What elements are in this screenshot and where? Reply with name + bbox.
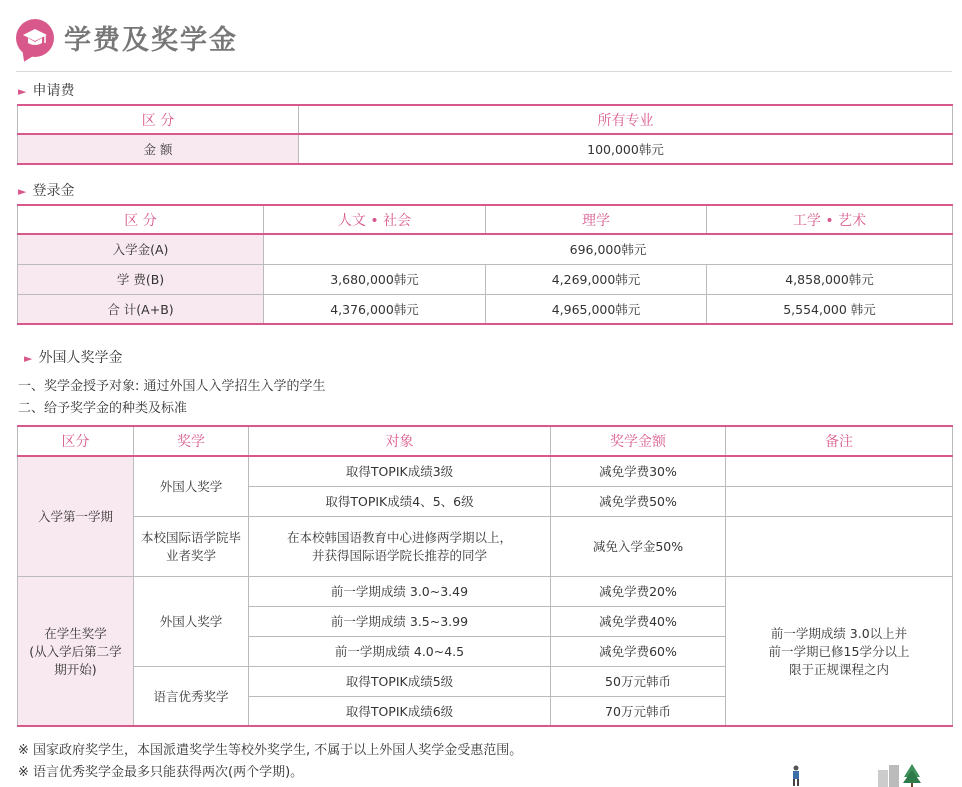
name-line: 业者奖学 — [165, 548, 216, 563]
row-label: 学 费(B) — [18, 264, 264, 294]
target-cell: 取得TOPIK成绩5级 — [249, 666, 551, 696]
group-label-line: 期开始) — [54, 661, 97, 677]
person-figure-icon — [788, 765, 804, 787]
target-cell — [249, 516, 551, 576]
amount-cell: 70万元韩币 — [551, 696, 726, 726]
amount-cell: 减免学费40% — [551, 606, 726, 636]
remark-cell — [726, 486, 953, 516]
page-header — [16, 18, 238, 57]
app-fee-table — [17, 104, 953, 165]
target-line: 并获得国际语学院长推荐的同学 — [311, 548, 487, 563]
triangle-bullet-icon: ► — [18, 85, 27, 98]
col-header: 奖学金额 — [551, 426, 726, 456]
scholarship-line2: 二、给予奖学金的种类及标准 — [18, 401, 188, 416]
section-heading-label: 申请费 — [32, 83, 75, 99]
cell-value: 4,858,000韩元 — [707, 264, 953, 294]
amount-cell: 减免学费20% — [551, 576, 726, 606]
scholarship-name: 语言优秀奖学 — [134, 666, 249, 726]
section-heading-label: 登录金 — [32, 183, 75, 199]
remark-line: 前一学期已修15学分以上 — [768, 643, 910, 659]
footnote: ※ 语言优秀奖学金最多只能获得两次(两个学期)。 — [18, 765, 304, 780]
row-label: 合 计(A+B) — [18, 294, 264, 324]
section-heading-scholarship — [24, 347, 122, 367]
amount-cell: 减免入学金50% — [551, 516, 726, 576]
footnote: ※ 国家政府奖学生，本国派遣奖学生等校外奖学生, 不属于以上外国人奖学金受惠范围。 — [18, 743, 523, 758]
graduation-cap-icon — [16, 19, 54, 57]
cell-value: 3,680,000韩元 — [264, 264, 486, 294]
cell-value: 4,376,000韩元 — [264, 294, 486, 324]
col-header: 区 分 — [18, 205, 264, 234]
target-cell: 前一学期成绩 4.0~4.5 — [249, 636, 551, 666]
col-header: 理学 — [486, 205, 707, 234]
scholarship-table — [17, 425, 953, 727]
buildings-tree-icon — [876, 762, 924, 787]
amount-cell: 减免学费60% — [551, 636, 726, 666]
remark-cell — [726, 516, 953, 576]
section-heading-label: 外国人奖学金 — [38, 350, 123, 366]
group-label-line: 在学生奖学 — [44, 625, 107, 641]
target-cell: 取得TOPIK成绩6级 — [249, 696, 551, 726]
col-header: 区 分 — [18, 105, 299, 134]
section-heading-reg-fee — [18, 180, 74, 200]
target-cell: 取得TOPIK成绩4、5、6级 — [249, 486, 551, 516]
group-label-line: (从入学后第二学 — [29, 643, 122, 659]
cell-value: 696,000韩元 — [264, 234, 953, 264]
col-header: 人文 • 社会 — [264, 205, 486, 234]
row-label: 入学金(A) — [18, 234, 264, 264]
target-cell: 前一学期成绩 3.5~3.99 — [249, 606, 551, 636]
scholarship-name — [134, 516, 249, 576]
group-label — [18, 576, 134, 726]
remark-line: 前一学期成绩 3.0以上并 — [770, 625, 908, 641]
cell-value: 4,269,000韩元 — [486, 264, 707, 294]
cell-value: 5,554,000 韩元 — [707, 294, 953, 324]
triangle-bullet-icon: ► — [24, 352, 33, 365]
page-title: 学费及奖学金 — [64, 25, 238, 56]
col-header: 所有专业 — [299, 105, 953, 134]
reg-fee-table — [17, 204, 953, 325]
amount-cell: 减免学费50% — [551, 486, 726, 516]
col-header: 备注 — [726, 426, 953, 456]
divider — [16, 71, 952, 72]
col-header: 奖学 — [134, 426, 249, 456]
section-heading-app-fee — [18, 80, 74, 100]
cell-value: 100,000韩元 — [299, 134, 953, 164]
scholarship-line1: 一、奖学金授予对象: 通过外国人入学招生入学的学生 — [18, 379, 326, 394]
col-header: 区分 — [18, 426, 134, 456]
amount-cell: 减免学费30% — [551, 456, 726, 486]
target-cell: 前一学期成绩 3.0~3.49 — [249, 576, 551, 606]
row-label: 金 额 — [18, 134, 299, 164]
amount-cell: 50万元韩币 — [551, 666, 726, 696]
remark-line: 限于正规课程之内 — [788, 661, 889, 677]
group-label: 入学第一学期 — [18, 456, 134, 576]
target-cell: 取得TOPIK成绩3级 — [249, 456, 551, 486]
triangle-bullet-icon: ► — [18, 185, 27, 198]
target-line: 在本校韩国语教育中心进修两学期以上， — [286, 530, 512, 545]
col-header: 工学 • 艺术 — [707, 205, 953, 234]
scholarship-name: 外国人奖学 — [134, 456, 249, 516]
col-header: 对象 — [249, 426, 551, 456]
name-line: 本校国际语学院毕 — [140, 530, 241, 545]
remark-cell — [726, 576, 953, 726]
remark-cell — [726, 456, 953, 486]
cell-value: 4,965,000韩元 — [486, 294, 707, 324]
scholarship-name: 外国人奖学 — [134, 576, 249, 666]
